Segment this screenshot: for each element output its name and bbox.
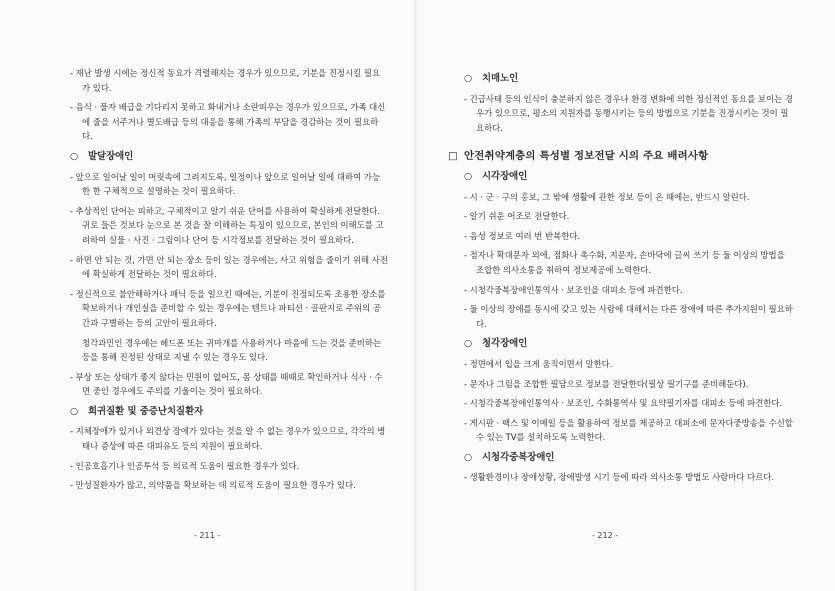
subsection-heading	[70, 150, 388, 165]
bullet-item: - 만성질환자가 많고, 의약품을 확보하는 데 의료적 도움이 필요한 경우가 있다.	[70, 480, 356, 491]
subsection-heading	[464, 72, 794, 87]
heading-text: 희귀질환 및 중증난치질환자	[88, 405, 204, 417]
bullet-item: - 음식 · 물자 배급을 기다리지 못하고 화내거나 소란피우는 경우가 있으므로, 가족 대신에 줄을 서주거나 별도배급 등의 대응을 통해 가족의 부담을 경감하는 것이 필요하다.	[70, 102, 386, 142]
bullet-item: - 정면에서 입을 크게 움직이면서 말한다.	[464, 358, 613, 369]
heading-text: 시청각중복장애인	[482, 451, 555, 463]
subsection-heading	[464, 337, 794, 352]
heading-text: 치매노인	[482, 73, 519, 84]
right-page-content	[448, 66, 794, 490]
bullet-item: - 둘 이상의 장애를 동시에 갖고 있는 사람에 대해서는 다른 장애에 따른 추가지원이 필요하다.	[464, 304, 793, 329]
bullet-item: - 음성 정보로 여러 번 반복한다.	[464, 230, 581, 241]
bullet-item: - 정신적으로 불안해하거나 패닉 등을 일으킨 때에는, 기분이 진정되도록 조용한 장소를 확보하거나 개인실을 준비할 수 있는 경우에는 텐트나 파티션 · 골판지로 주위의 공간과 구별하는 등의 고안이 필요하다.	[70, 288, 386, 328]
heading-text: 청각장애인	[482, 338, 528, 350]
bullet-item: - 추상적인 단어는 피하고, 구체적이고 알기 쉬운 단어를 사용하여 확실하게 전달한다. 귀로 들은 것보다 눈으로 본 것을 잘 이해하는 특징이 있으므로, 본인의 이해도를 고려하여 실물 · 사진 · 그림이나 단어 등 시각정보를 전달하는 것이 필요하다.	[70, 205, 384, 245]
bullet-item: - 생활환경이나 장애상황, 장애발생 시기 등에 따라 의사소통 방법도 사람마다 다르다.	[464, 472, 775, 483]
left-page	[0, 0, 416, 591]
square-marker-icon: □	[448, 150, 459, 163]
subsection-heading	[464, 170, 794, 185]
circle-marker-icon: ○	[464, 338, 473, 350]
heading-text: 발달장애인	[88, 150, 134, 162]
paragraph: 청각과민인 경우에는 헤드폰 또는 귀마개를 사용하거나 마음에 드는 것을 준비하는 등을 통해 진정된 상태로 지낼 수 있는 경우도 있다.	[82, 337, 382, 363]
page-number: - 211 -	[194, 531, 221, 540]
circle-marker-icon: ○	[70, 405, 79, 417]
subsection-heading	[70, 405, 388, 420]
subsection-heading	[464, 451, 794, 466]
circle-marker-icon: ○	[70, 150, 79, 162]
bullet-item: - 인공호흡기나 인공투석 등 의료적 도움이 필요한 경우가 있다.	[70, 460, 300, 471]
section-heading	[448, 149, 794, 164]
bullet-item: - 점자나 확대문자 외에, 점화나 촉수화, 지문자, 손바닥에 글씨 쓰기 등 둘 이상의 방법을 조합한 의사소통을 취하여 정보제공에 노력한다.	[464, 250, 785, 275]
bullet-item: - 시청각중복장애인통역사 · 보조인, 수화통역사 및 요약필기자를 대피소 등에 파견한다.	[464, 398, 783, 409]
right-page	[418, 0, 835, 591]
bullet-item: - 시 · 군 · 구의 홍보, 그 밖에 생활에 관한 정보 등이 온 때에는, 반드시 알린다.	[464, 191, 750, 202]
bullet-item: - 시청각중복장애인통역사 · 보조인을 대피소 등에 파견한다.	[464, 284, 683, 295]
bullet-item: - 지체장애가 있거나 외견상 장애가 있다는 것을 알 수 없는 경우가 있으므로, 각각의 병태나 증상에 따른 대피유도 등의 지원이 필요하다.	[70, 426, 386, 452]
heading-text: 안전취약계층의 특성별 정보전달 시의 주요 배려사항	[464, 150, 709, 163]
bullet-item: - 긴급사태 등의 인식이 충분하지 않은 경우나 환경 변화에 의한 정신적인 동요를 보이는 경우가 있으므로, 평소의 지원자를 동행시키는 등의 방법으로 기분을 진정시키는 것이 필요하다.	[464, 93, 793, 133]
bullet-item: - 하면 안 되는 것, 가면 안 되는 장소 등이 있는 경우에는, 사고 위험을 줄이기 위해 사전에 확실하게 전달하는 것이 필요하다.	[70, 254, 388, 280]
circle-marker-icon: ○	[464, 73, 473, 84]
circle-marker-icon: ○	[464, 451, 473, 463]
bullet-item: - 앞으로 일어날 일이 머릿속에 그려지도록, 일정이나 앞으로 일어날 일에 대하여 가능한 한 구체적으로 설명하는 것이 필요하다.	[70, 171, 381, 197]
left-page-content	[70, 66, 388, 498]
page-number: - 212 -	[592, 531, 619, 540]
bullet-item: - 게시판 · 팩스 및 이메일 등을 활용하여 정보를 제공하고 대피소에 문자다중방송을 수신할 수 있는 TV를 설치하도록 노력한다.	[464, 417, 793, 443]
bullet-item: - 문자나 그림을 조합한 필담으로 정보를 전달한다(필상 필기구를 준비해둔다).	[464, 378, 749, 389]
bullet-item: - 재난 발생 시에는 정신적 동요가 격렬해지는 경우가 있으므로, 기분을 진정시킬 필요가 있다.	[70, 68, 381, 93]
heading-text: 시각장애인	[482, 170, 528, 182]
bullet-item: - 부상 또는 상태가 좋지 않다는 민원이 없어도, 몸 상태를 때때로 확인하거나 식사 · 수면 중인 경우에도 주의를 기울이는 것이 필요하다.	[70, 371, 383, 397]
circle-marker-icon: ○	[464, 170, 473, 182]
bullet-item: - 알기 쉬운 어조로 전달한다.	[464, 211, 570, 222]
